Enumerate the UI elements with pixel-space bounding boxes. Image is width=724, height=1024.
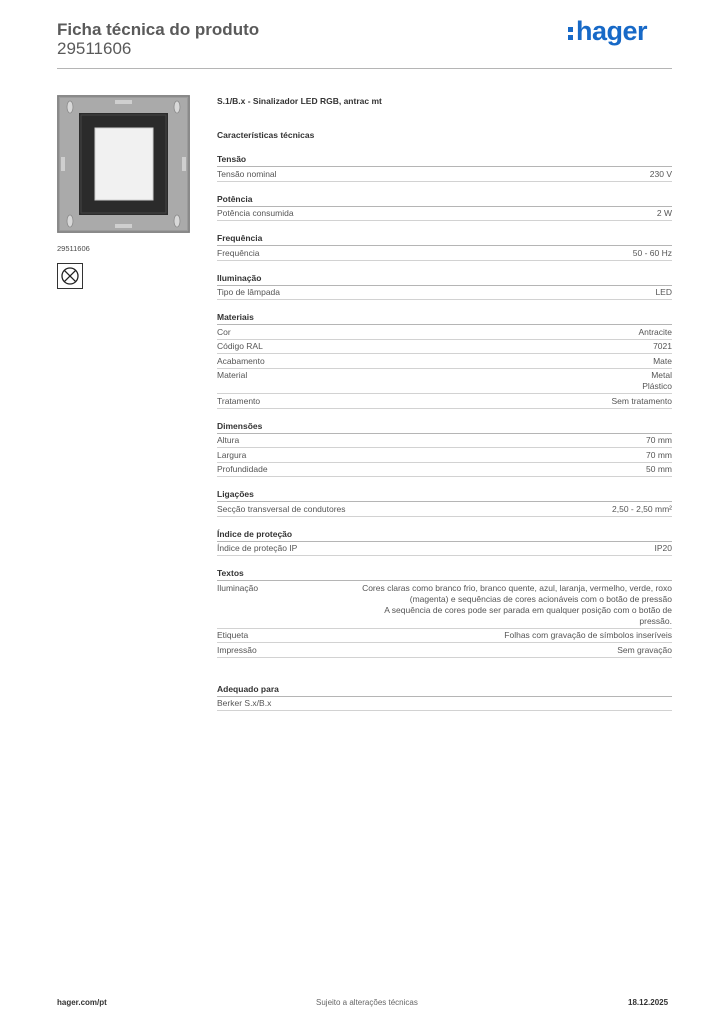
- spec-value: 70 mm: [646, 449, 672, 460]
- spec-group: [217, 232, 672, 261]
- spec-row: [217, 463, 672, 478]
- spec-value: Antracite: [638, 326, 672, 337]
- spec-label: Acabamento: [217, 355, 265, 366]
- spec-row: [217, 246, 672, 261]
- spec-label: Índice de proteção IP: [217, 543, 298, 553]
- spec-group: [217, 488, 672, 517]
- spec-row: [217, 340, 672, 355]
- spec-row: [217, 502, 672, 517]
- suitable-for-title: Adequado para: [217, 683, 672, 697]
- spec-row: [217, 354, 672, 369]
- header-divider: [57, 68, 672, 69]
- logo-dots-icon: [568, 23, 574, 41]
- product-image: [57, 95, 190, 233]
- spec-value: 7021: [653, 341, 672, 351]
- spec-content: [217, 94, 672, 711]
- spec-group-title: Potência: [217, 193, 672, 207]
- product-title: S.1/B.x - Sinalizador LED RGB, antrac mt: [217, 96, 382, 106]
- product-code: 29511606: [57, 39, 132, 58]
- spec-label: Tipo de lâmpada: [217, 287, 281, 297]
- spec-group-title: Frequência: [217, 232, 672, 246]
- spec-row: [217, 207, 672, 222]
- spec-row: [217, 643, 672, 658]
- spec-label: Profundidade: [217, 464, 268, 474]
- suitable-for-group: [217, 683, 672, 712]
- spec-label: Secção transversal de condutores: [217, 503, 346, 514]
- spec-value: Mate: [653, 355, 672, 366]
- spec-label: Iluminação: [217, 582, 259, 593]
- logo-text: hager: [576, 16, 648, 46]
- spec-group-title: Iluminação: [217, 272, 672, 286]
- spec-group-title: Índice de proteção: [217, 528, 672, 542]
- spec-group: [217, 193, 672, 222]
- spec-value: Sem tratamento: [611, 395, 672, 406]
- spec-value: Sem gravação: [617, 644, 672, 655]
- spec-group-title: Ligações: [217, 488, 672, 502]
- spec-label: Tratamento: [217, 395, 261, 406]
- footer-website[interactable]: hager.com/pt: [57, 998, 107, 1007]
- section-title: Características técnicas: [217, 130, 315, 140]
- lamp-symbol: [57, 263, 83, 289]
- page-title: Ficha técnica do produto: [57, 20, 260, 39]
- spec-value: Cores claras como branco frio, branco quente, azul, laranja, vermelho, verde, roxo (magenta) e sequências de cores acionáveis com o botão de pressão A sequência de cores pode ser parada em qualquer posição com o botão de pressão.: [362, 582, 672, 626]
- spec-group: [217, 153, 672, 182]
- spec-groups: [217, 153, 672, 658]
- spec-label: Potência consumida: [217, 208, 294, 218]
- spec-row: [217, 394, 672, 409]
- spec-group: [217, 420, 672, 478]
- spec-group: [217, 528, 672, 557]
- footer-date: 18.12.2025: [628, 998, 669, 1007]
- spec-value: 70 mm: [646, 435, 672, 445]
- spec-label: Material: [217, 370, 248, 380]
- spec-value: 50 - 60 Hz: [632, 247, 672, 258]
- spec-value: 230 V: [649, 168, 672, 179]
- spec-row: [217, 167, 672, 182]
- spec-label: Frequência: [217, 247, 260, 258]
- spec-label: Código RAL: [217, 341, 263, 351]
- spec-value: Folhas com gravação de símbolos inseríveis: [504, 630, 672, 640]
- image-caption-code: 29511606: [57, 244, 90, 253]
- spec-value: 50 mm: [646, 464, 672, 474]
- spec-row: [217, 434, 672, 449]
- spec-row: [217, 286, 672, 301]
- spec-value: Metal Plástico: [642, 370, 672, 391]
- product-photo-icon: [57, 95, 190, 233]
- spec-group-title: Materiais: [217, 311, 672, 325]
- spec-value: IP20: [654, 543, 672, 553]
- spec-label: Tensão nominal: [217, 168, 277, 179]
- hager-logo: [568, 16, 647, 47]
- spec-group-title: Textos: [217, 567, 672, 581]
- lamp-symbol-icon: [58, 264, 82, 288]
- spec-row: [217, 697, 672, 712]
- spec-group-title: Dimensões: [217, 420, 672, 434]
- spec-value: 2,50 - 2,50 mm²: [612, 503, 672, 514]
- footer-note: Sujeito a alterações técnicas: [316, 998, 418, 1007]
- spec-group: [217, 272, 672, 301]
- spec-label: Largura: [217, 449, 247, 460]
- spec-value: LED: [655, 287, 672, 297]
- spec-group: [217, 567, 672, 658]
- suitable-for-value: Berker S.x/B.x: [217, 698, 272, 708]
- spec-label: Altura: [217, 435, 240, 445]
- spec-label: Etiqueta: [217, 630, 249, 640]
- spec-row: [217, 581, 672, 629]
- spec-row: [217, 448, 672, 463]
- spec-value: 2 W: [656, 208, 672, 218]
- spec-row: [217, 542, 672, 557]
- spec-label: Impressão: [217, 644, 257, 655]
- spec-row: [217, 369, 672, 395]
- spec-row: [217, 629, 672, 644]
- spec-label: Cor: [217, 326, 231, 337]
- spec-group-title: Tensão: [217, 153, 672, 167]
- spec-group: [217, 311, 672, 409]
- spec-row: [217, 325, 672, 340]
